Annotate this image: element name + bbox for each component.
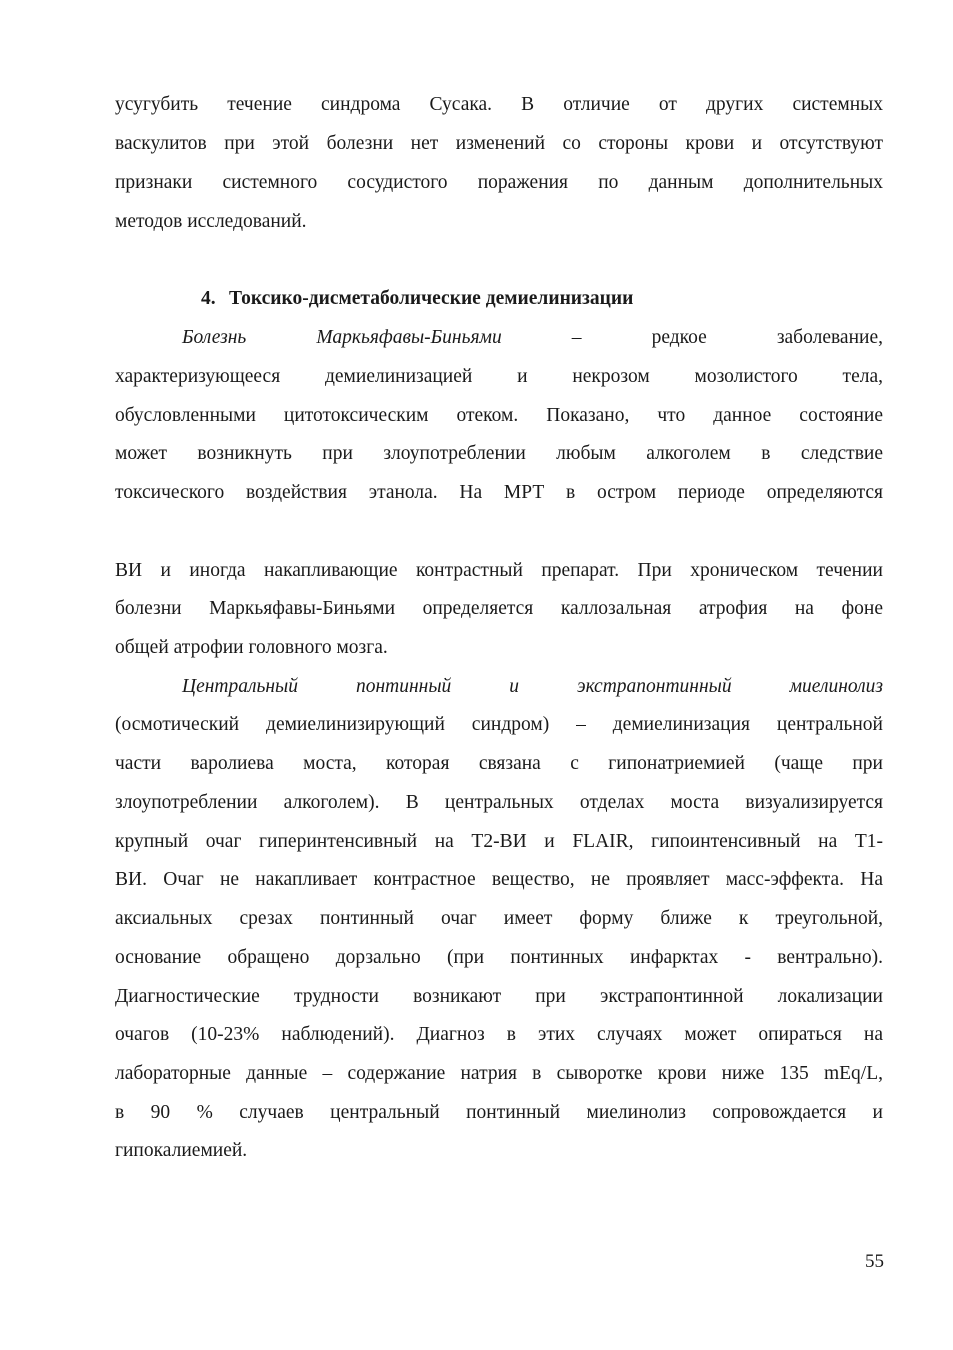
paragraph-top-line: усугубить течение синдрома Сусака. В отличие от других системных [115, 94, 883, 115]
paragraph-continuation-line: общей атрофии головного мозга. [115, 637, 388, 658]
paragraph-myelinolysis-line: в 90 % случаев центральный понтинный миелинолиз сопровождается и [115, 1102, 883, 1123]
paragraph-myelinolysis-line: злоупотреблении алкоголем). В центральных отделах моста визуализируется [115, 792, 883, 813]
section-number: 4. [201, 288, 216, 309]
paragraph-myelinolysis-line: (осмотический демиелинизирующий синдром) – демиелинизация центральной [115, 714, 883, 735]
paragraph-marchiafava-first-line [182, 325, 883, 351]
paragraph-myelinolysis-line: очагов (10-23% наблюдений). Диагноз в этих случаях может опираться на [115, 1024, 883, 1045]
page-number: 55 [865, 1251, 884, 1272]
paragraph-marchiafava-line: токсического воздействия этанола. На МРТ в остром периоде определяются [115, 482, 883, 503]
section-title: Токсико-дисметаболические демиелинизации [229, 288, 634, 309]
paragraph-continuation-line: ВИ и иногда накапливающие контрастный препарат. При хроническом течении [115, 560, 883, 581]
paragraph-myelinolysis-line: гипокалиемией. [115, 1140, 248, 1161]
paragraph-top-line: признаки системного сосудистого поражения по данным дополнительных [115, 172, 883, 193]
paragraph-marchiafava-line: обусловленными цитотоксическим отеком. Показано, что данное состояние [115, 405, 883, 426]
paragraph-myelinolysis-line: Диагностические трудности возникают при экстрапонтинной локализации [115, 986, 883, 1007]
paragraph-top-line: васкулитов при этой болезни нет изменений со стороны крови и отсутствуют [115, 133, 883, 154]
paragraph-top-line: методов исследований. [115, 211, 307, 232]
paragraph-marchiafava-line: может возникнуть при злоупотреблении любым алкоголем в следствие [115, 443, 883, 464]
paragraph-marchiafava-line: характеризующееся демиелинизацией и некрозом мозолистого тела, [115, 366, 883, 387]
paragraph-myelinolysis-line: крупный очаг гиперинтенсивный на Т2-ВИ и FLAIR, гипоинтенсивный на Т1- [115, 831, 883, 852]
paragraph-myelinolysis-line: лабораторные данные – содержание натрия в сыворотке крови ниже 135 mEq/L, [115, 1063, 883, 1084]
paragraph-myelinolysis-line: аксиальных срезах понтинный очаг имеет форму ближе к треугольной, [115, 908, 883, 929]
section-heading [201, 286, 633, 312]
term-marchiafava-bignami: Болезнь Маркьяфавы-Биньями [182, 327, 502, 348]
first-line-rest: – редкое заболевание, [501, 327, 883, 348]
paragraph-myelinolysis-line: части варолиева моста, которая связана с гипонатриемией (чаще при [115, 753, 883, 774]
paragraph-continuation-line: болезни Маркьяфавы-Биньями определяется каллозальная атрофия на фоне [115, 598, 883, 619]
paragraph-myelinolysis-line: ВИ. Очаг не накапливает контрастное вещество, не проявляет масс-эффекта. На [115, 869, 883, 890]
term-central-pontine-myelinolysis: Центральный понтинный и экстрапонтинный миелинолиз [182, 676, 883, 697]
paragraph-myelinolysis-line: основание обращено дорзально (при понтинных инфарктах - вентрально). [115, 947, 883, 968]
